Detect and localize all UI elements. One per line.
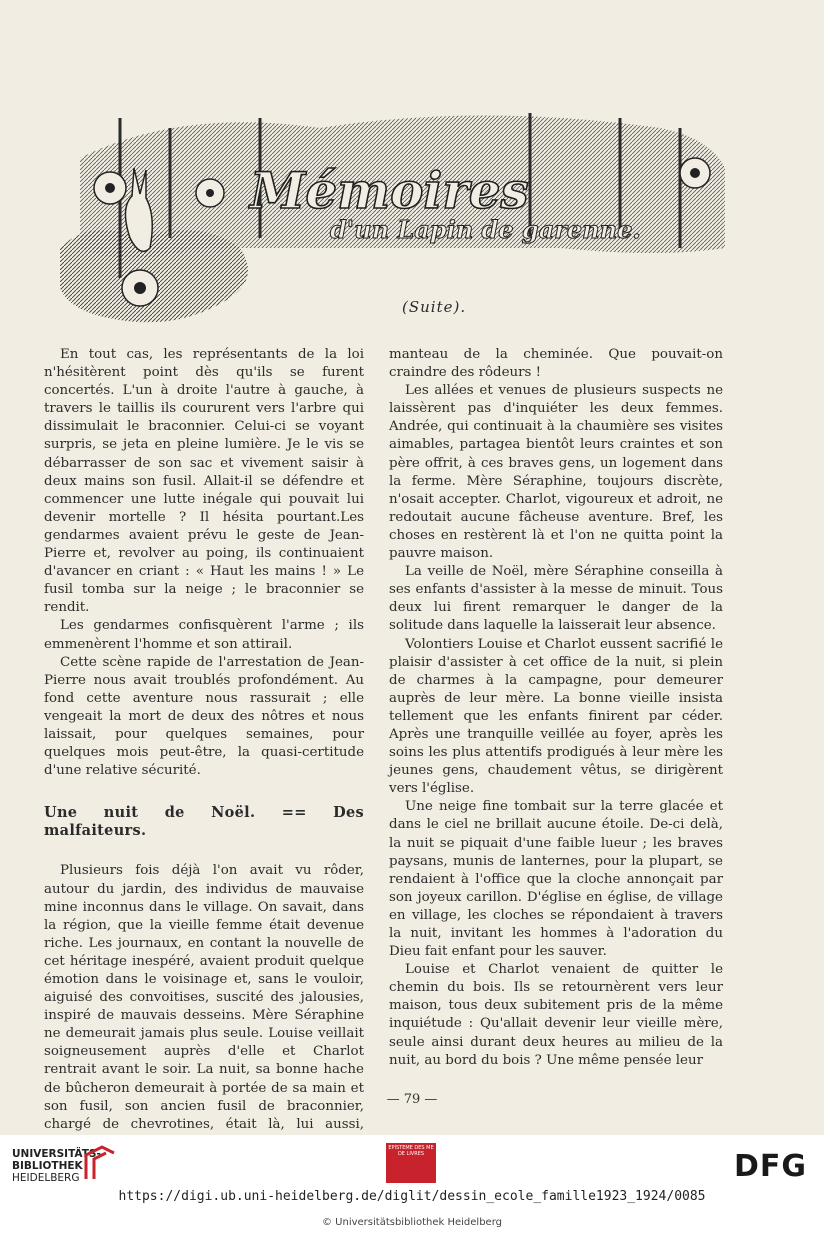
digitization-logo[interactable]: EPISTEME DES ME DE LIVRES [386,1143,436,1183]
paragraph: La veille de Noël, mère Séraphine conseilla à ses enfants d'assister à la messe de minuit. Tous deux lui firent remarquer le danger de la solitude dans laquelle la laisserait leur absence. [389,564,723,634]
banner-subtitle: d'un Lapin de garenne. [330,215,641,244]
paragraph: Volontiers Louise et Charlot eussent sacrifié le plaisir d'assister à cet office de la nuit, si plein de charmes à la campagne, pour demeurer auprès de leur mère. La bonne vieille insista tellement que les enfants finirent par céder. Après une tranquille veillée au foyer, après les soins les plus attentifs prodigués à leur mère les jeunes gens, chaudement vêtus, se dirigèrent vers l'église. [389,636,723,797]
banner-title: Mémoires [250,161,529,220]
paragraph: Les allées et venues de plusieurs suspects ne laissèrent pas d'inquiéter les deux femmes. Andrée, qui continuait à la chaumière ses visites aimables, partagea bientôt leurs craintes et son père offrit, à ces braves gens, un logement dans la ferme. Mère Séraphine, toujours discrète, n'osait accepter. Charlot, vigoureux et adroit, ne redoutait aucune fâcheuse aventure. Bref, les choses en restèrent là et l'on ne quitta point la pauvre maison. [389,383,723,562]
right-text-column [389,346,723,1070]
source-url[interactable]: https://digi.ub.uni-heidelberg.de/diglit/dessin_ecole_famille1923_1924/0085 [118,1189,706,1204]
paragraph: Plusieurs fois déjà l'on avait vu rôder, autour du jardin, des individus de mauvaise mine inconnus dans le village. On savait, dans la région, que la vieille femme était devenue riche. Les journaux, en contant la nouvelle de cet héritage inespéré, avaient produit quelque émotion dans le voisinage et, sans le vouloir, aiguisé des convoitises, suscité des jalousies, inspiré de mauvais desseins. Mère Séraphine ne demeurait jamais plus seule. Louise veillait soigneusement auprès d'elle et Charlot rentrait avant le soir. La nuit, sa bonne hache de bûcheron demeurait à portée de sa main et son fusil, son ancien fusil de braconnier, chargé de chevrotines, était là, lui aussi, [44,863,364,1132]
suite-label: (Suite). [402,298,467,316]
dfg-logo[interactable]: DFG [734,1149,808,1184]
paragraph: En tout cas, les représentants de la loi n'hésitèrent point dès qu'ils se furent concertés. L'un à droite l'autre à gauche, à travers le taillis ils coururent vers l'arbre qui dissimulait le braconnier. Celui-ci se voyant surpris, se jeta en pleine lumière. Je le vis se débarrasser de son sac et vivement saisir à deux mains son fusil. Allait-il se défendre et commencer une lutte inégale qui pouvait lui devenir mortelle ? Il hésita pourtant.Les gendarmes avaient prévu le geste de Jean-Pierre et, revolver au poing, ils continuaient d'avancer en criant : « Haut les mains ! » Le fusil tomba sur la neige ; le braconnier se rendit. [44,347,364,616]
paragraph: Louise et Charlot venaient de quitter le chemin du bois. Ils se retournèrent vers leur maison, tous deux subitement pris de la même inquiétude : Qu'allait devenir leur vieille mère, seule ainsi durant deux heures au milieu de la nuit, au bord du bois ? Une même pensée leur [389,962,723,1068]
viewer-footer [0,1135,824,1237]
paragraph: manteau de la cheminée. Que pouvait-on craindre des rôdeurs ! [389,347,723,381]
library-line: UNIVERSITÄTS- [12,1148,101,1160]
page-number: — 79 — [386,1092,438,1107]
library-line: BIBLIOTHEK [12,1160,83,1172]
title-banner-illustration [60,98,730,330]
library-line: HEIDELBERG [12,1172,80,1184]
paragraph: Cette scène rapide de l'arrestation de Jean-Pierre nous avait troublés profondément. Au fond cette aventure nous rassurait ; elle vengeait la mort de deux des nôtres et nous laissait, pour quelques semaines, pour quelques mois peut-être, la quasi-certitude d'une relative sécurité. [44,654,364,779]
copyright-notice: © Universitätsbibliothek Heidelberg [321,1217,502,1228]
paragraph: Une neige fine tombait sur la terre glacée et dans le ciel ne brillait aucune étoile. De-ci delà, la nuit se piquait d'une faible lueur ; les braves paysans, munis de lanternes, pour la plupart, se rendaient à l'office que la cloche annonçait par son joyeux carillon. D'église en église, de village en village, les cloches se répondaient à travers la nuit, invitant les hommes à l'adoration du Dieu fait enfant pour les sauver. [389,799,723,960]
section-heading: Une nuit de Noël. == Des malfaiteurs. [44,804,364,840]
university-logo-icon [82,1143,118,1183]
paragraph: Les gendarmes confisquèrent l'arme ; ils emmenèrent l'homme et son attirail. [44,618,364,652]
left-text-column [44,346,364,1152]
